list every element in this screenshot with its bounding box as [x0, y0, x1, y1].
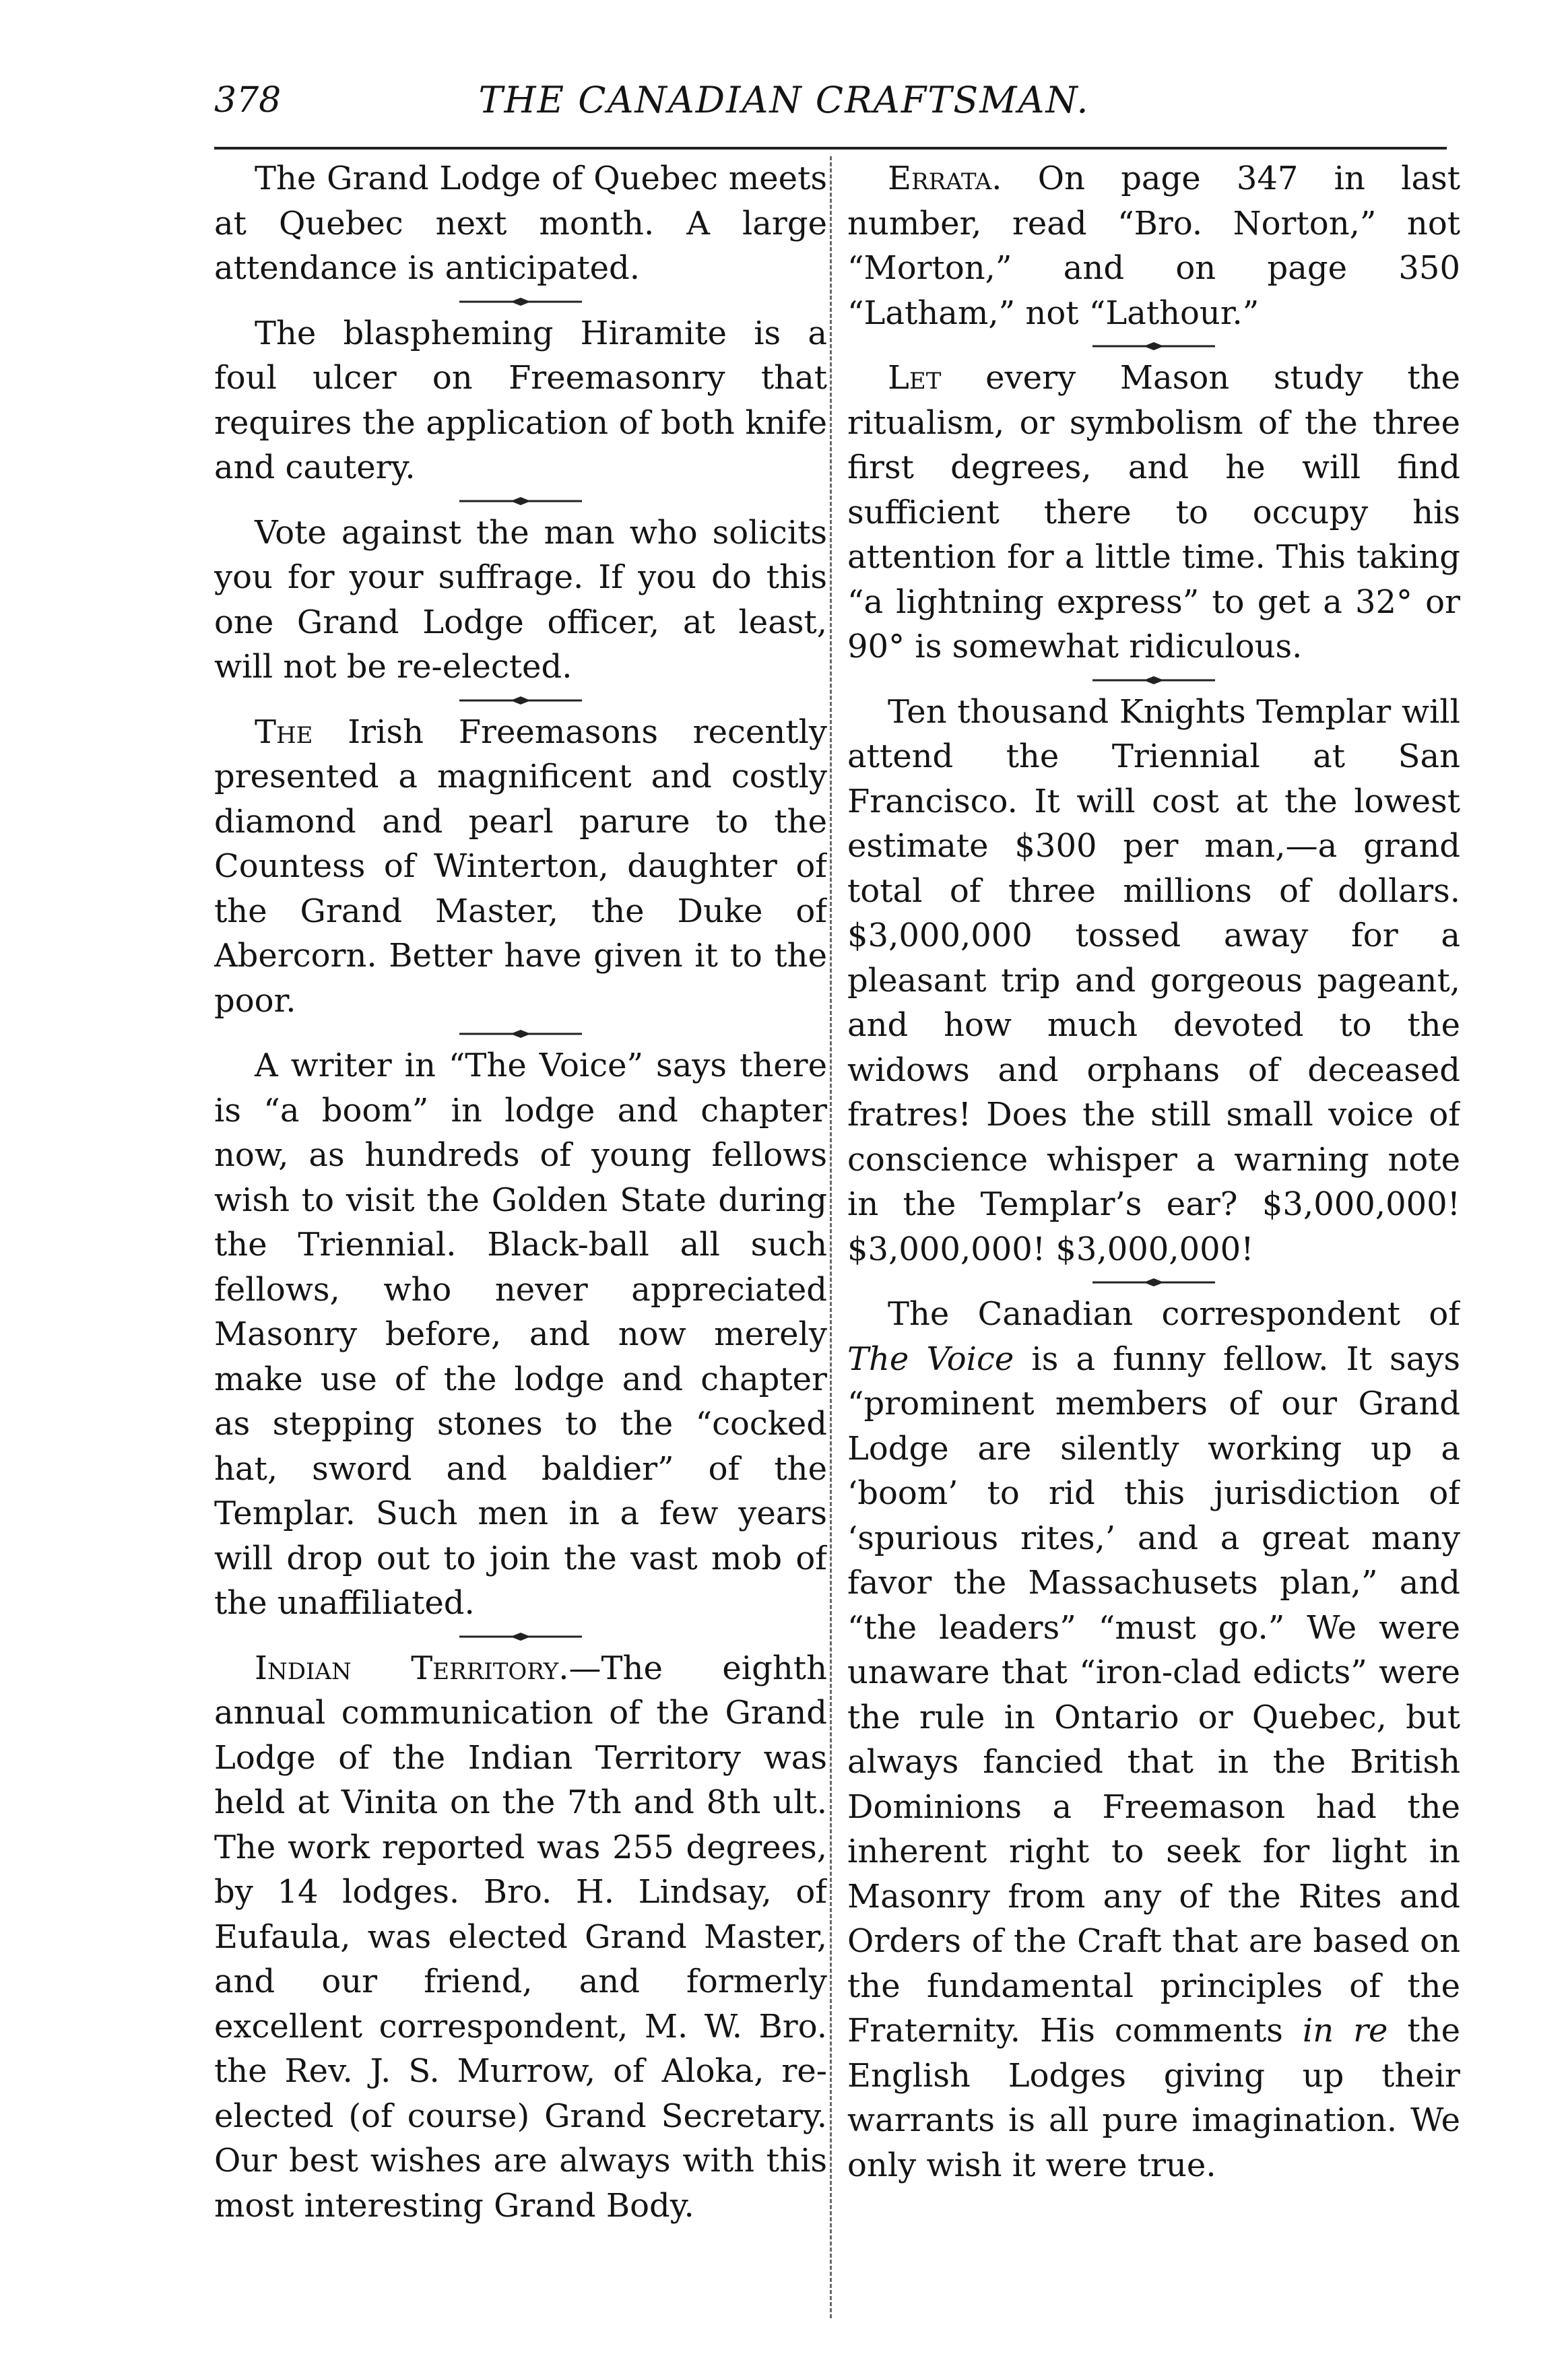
article-ritualism-text: every Mason study the ritualism, or symbolism of the three first degrees, and he will find sufficient there to occupy his attention for a little time. This taking “a lightning express” to get a 32° or 90° is somewhat ridiculous.: [847, 359, 1460, 665]
section-divider: [1090, 1276, 1218, 1289]
article-quebec-text: The Grand Lodge of Quebec meets at Quebec next month. A large attendance is anticipated.: [214, 160, 827, 287]
article-errata-text: On page 347 in last number, read “Bro. Norton,” not “Morton,” and on page 350 “Latham,” not “Lathour.”: [847, 160, 1460, 332]
left-column: [214, 156, 827, 2332]
correspondent-text-before: The Canadian correspondent of: [888, 1295, 1460, 1333]
correspondent-publication: The Voice: [847, 1340, 1014, 1378]
article-ritualism: [847, 356, 1460, 669]
article-voice: [214, 1043, 827, 1626]
section-divider: [457, 1027, 585, 1041]
article-indian-territory: [214, 1646, 827, 2229]
article-canadian-correspondent: [847, 1292, 1460, 2188]
article-vote-text: Vote against the man who solicits you for your suffrage. If you do this one Grand Lodge officer, at least, will not be re-elected.: [214, 513, 827, 686]
running-title: THE CANADIAN CRAFTSMAN.: [478, 79, 1090, 121]
header-rule: [214, 147, 1447, 150]
section-divider: [1090, 339, 1218, 353]
page-number: 378: [214, 80, 282, 121]
page-header: [0, 70, 1568, 131]
article-irish-lead: The: [255, 713, 313, 751]
article-irish: [214, 710, 827, 1024]
article-indian-lead: Indian Territory.: [255, 1649, 569, 1687]
article-knights-templar: [847, 690, 1460, 1272]
column-rule: [830, 156, 832, 2318]
article-correspondent-paragraph: [847, 1292, 1460, 2188]
article-hiramite-text: The blaspheming Hiramite is a foul ulcer on Freemasonry that requires the application of both knife and cautery.: [214, 314, 827, 486]
article-indian-paragraph: [214, 1646, 827, 2229]
article-indian-text: —The eighth annual communication of the Grand Lodge of the Indian Territory was held at Vinita on the 7th and 8th ult. The work reported was 255 degrees, by 14 lodges. Bro. H. Lindsay, of Eufaula, was elected Grand Master, and our friend, and formerly excellent correspondent, M. W. Bro. the Rev. J. S. Murrow, of Aloka, re-elected (of course) Grand Secretary. Our best wishes are always with this most interesting Grand Body.: [214, 1649, 827, 2225]
section-divider: [457, 295, 585, 308]
article-ritualism-paragraph: [847, 356, 1460, 669]
article-quebec: [214, 156, 827, 291]
correspondent-in-re: in re: [1302, 2012, 1388, 2050]
article-voice-text: A writer in “The Voice” says there is “a boom” in lodge and chapter now, as hundreds of young fellows wish to visit the Golden State during the Triennial. Black-ball all such fellows, who never appreciated Masonry before, and now merely make use of the lodge and chapter as stepping stones to the “cocked hat, sword and baldier” of the Templar. Such men in a few years will drop out to join the vast mob of the unaffiliated.: [214, 1047, 827, 1622]
article-errata-lead: Errata.: [888, 160, 1002, 197]
article-irish-text: Irish Freemasons recently presented a magnificent and costly diamond and pearl parure to the Countess of Winterton, daughter of the Grand Master, the Duke of Abercorn. Better have given it to the poor.: [214, 713, 827, 1020]
article-errata-paragraph: [847, 156, 1460, 335]
article-knights-text: Ten thousand Knights Templar will attend the Triennial at San Francisco. It will cost at the lowest estimate $300 per man,—a grand total of three millions of dollars. $3,000,000 tossed away for a pleasant trip and gorgeous pageant, and how much devoted to the widows and orphans of deceased fratres! Does the still small voice of conscience whisper a warning note in the Templar’s ear? $3,000,000! $3,000,000! $3,000,000!: [847, 692, 1460, 1268]
article-errata: [847, 156, 1460, 335]
section-divider: [457, 494, 585, 508]
section-divider: [457, 694, 585, 707]
article-ritualism-lead: Let: [888, 359, 942, 397]
correspondent-text-after: the English Lodges giving up their warrants is all pure imagination. We only wish it were true.: [847, 2012, 1460, 2184]
correspondent-text-middle: is a funny fellow. It says “prominent members of our Grand Lodge are silently working up a ‘boom’ to rid this jurisdiction of ‘spurious rites,’ and a great many favor the Massachusets plan,” and “the leaders” “must go.” We were unaware that “iron-clad edicts” were the rule in Ontario or Quebec, but always fancied that in the British Dominions a Freemason had the inherent right to seek for light in Masonry from any of the Rites and Orders of the Craft that are based on the fundamental principles of the Fraternity. His comments: [847, 1340, 1460, 2050]
section-divider: [1090, 674, 1218, 687]
section-divider: [457, 1630, 585, 1643]
article-vote: [214, 511, 827, 690]
right-column: [847, 156, 1460, 2332]
article-hiramite: [214, 311, 827, 490]
article-irish-paragraph: [214, 710, 827, 1024]
